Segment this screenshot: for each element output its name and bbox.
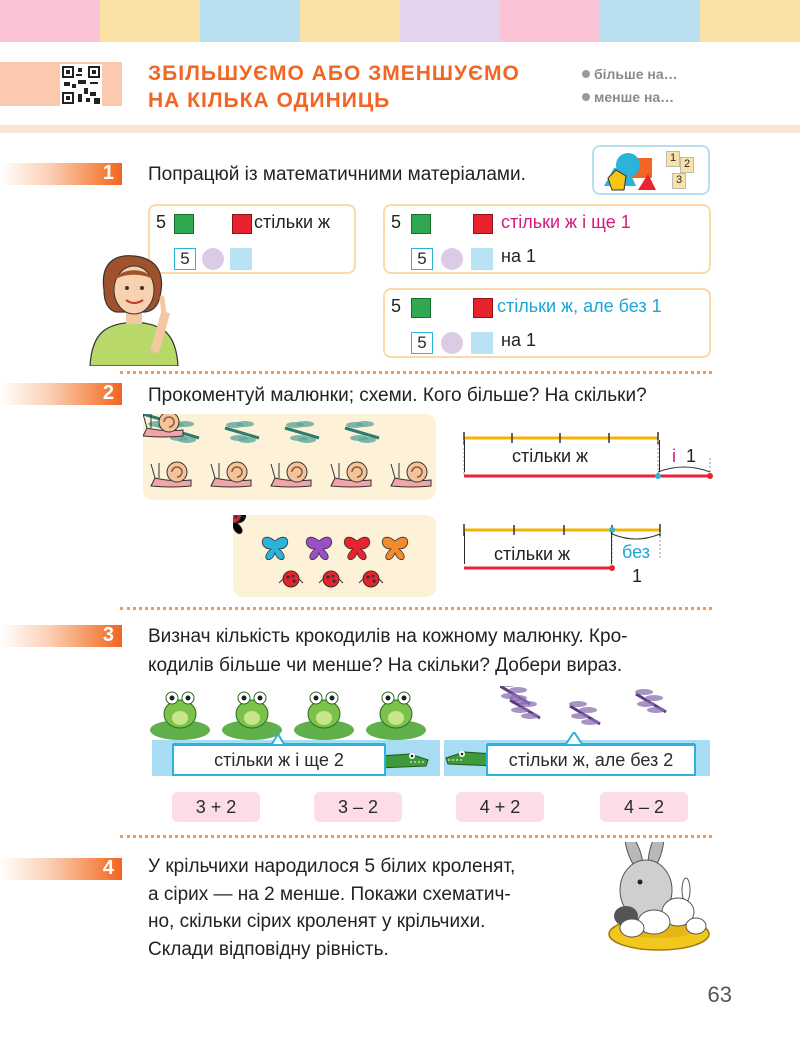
materials-icon-card[interactable] xyxy=(592,145,710,195)
expression-option[interactable]: 4 – 2 xyxy=(600,792,688,822)
keyword-item xyxy=(582,66,678,82)
number-card: 3 xyxy=(672,173,686,189)
keyword-label: менше на… xyxy=(594,89,675,105)
task-number-tab xyxy=(0,858,122,880)
blue-square xyxy=(471,332,493,354)
task-number: 3 xyxy=(102,624,114,646)
task-4-line: а сірих — на 2 менше. Покажи схематич- xyxy=(148,883,511,905)
task-4-text xyxy=(148,853,515,963)
page-number: 63 xyxy=(707,982,732,1007)
number-box: 5 xyxy=(174,248,196,270)
task-4-line: У крільчихи народилося 5 білих кроленят, xyxy=(148,856,516,877)
task-4-line: но, скільки сірих кроленят у крільчихи. xyxy=(148,911,486,932)
dragonflies-snails-scene xyxy=(143,414,436,500)
plus-one-label: стільки ж і ще 1 xyxy=(501,212,631,232)
strip-segment xyxy=(500,0,600,42)
task-number: 4 xyxy=(102,857,114,879)
green-square xyxy=(411,214,431,234)
number-box: 5 xyxy=(411,332,433,354)
bullet-icon xyxy=(582,93,590,101)
expression-option[interactable]: 3 – 2 xyxy=(314,792,402,822)
rabbits-illustration xyxy=(604,842,714,956)
scheme-2-label: стільки ж xyxy=(494,544,571,564)
lilac-circle xyxy=(202,248,224,270)
lilac-circle xyxy=(441,248,463,270)
task-number-tab xyxy=(0,625,122,647)
diff-label: на 1 xyxy=(501,330,536,350)
minus-one-label: стільки ж, але без 1 xyxy=(497,296,662,316)
scheme-1-i: і xyxy=(672,446,676,466)
task-number: 2 xyxy=(102,382,114,404)
lilac-circle xyxy=(441,332,463,354)
count-label: 5 xyxy=(391,212,402,232)
scheme-2-one: 1 xyxy=(632,566,643,586)
scheme-1-one: 1 xyxy=(686,446,697,466)
top-color-strip xyxy=(0,0,800,42)
number-card: 1 xyxy=(666,151,680,167)
task-number-tab xyxy=(0,163,122,185)
strip-segment xyxy=(300,0,400,42)
keyword-item xyxy=(582,89,674,105)
strip-segment xyxy=(0,0,100,42)
strip-segment xyxy=(700,0,800,42)
strip-segment xyxy=(200,0,300,42)
blue-square xyxy=(471,248,493,270)
diff-label: на 1 xyxy=(501,246,536,266)
keyword-label: більше на… xyxy=(594,66,678,82)
section-separator xyxy=(120,607,712,610)
bullet-icon xyxy=(582,70,590,78)
strip-segment xyxy=(100,0,200,42)
material-card-plus-one xyxy=(383,204,711,274)
dragonflies-drawing xyxy=(500,686,690,736)
qr-code-icon[interactable] xyxy=(60,64,102,106)
crocodile-label-left: стільки ж і ще 2 xyxy=(172,744,386,776)
crocodile-label-right: стільки ж, але без 2 xyxy=(486,744,696,776)
task-4-line: Склади відповідну рівність. xyxy=(148,938,389,960)
task-1-text: Попрацюй із математичними матеріалами. xyxy=(148,164,526,185)
blue-square xyxy=(230,248,252,270)
count-label: 5 xyxy=(391,296,402,316)
expression-option[interactable]: 3 + 2 xyxy=(172,792,260,822)
number-box: 5 xyxy=(411,248,433,270)
red-square xyxy=(473,214,493,234)
strip-segment xyxy=(600,0,700,42)
butterflies-ladybugs-drawing xyxy=(233,515,436,597)
section-separator xyxy=(120,835,712,838)
title-line-1: ЗБІЛЬШУЄМО АБО ЗМЕНШУЄМО xyxy=(148,62,520,85)
task-2-text: Прокоментуй малюнки; схеми. Кого більше? На скільки? xyxy=(148,385,647,406)
butterflies-ladybugs-scene xyxy=(233,515,436,597)
same-label: стільки ж xyxy=(254,212,331,232)
task-3-text xyxy=(148,622,627,680)
scheme-2-bez: без xyxy=(622,542,650,562)
task-3-line: Визнач кількість крокодилів на кожному малюнку. Кро- xyxy=(148,626,628,647)
expression-option[interactable]: 4 + 2 xyxy=(456,792,544,822)
red-square xyxy=(232,214,252,234)
green-square xyxy=(411,298,431,318)
section-separator xyxy=(120,371,712,374)
task-3-line: кодилів більше чи менше? На скільки? Добери вираз. xyxy=(148,655,623,676)
header-divider xyxy=(0,125,800,133)
teacher-illustration xyxy=(86,252,182,366)
title-line-2: НА КІЛЬКА ОДИНИЦЬ xyxy=(148,89,391,112)
geometric-shapes-icon xyxy=(598,148,664,194)
red-square xyxy=(473,298,493,318)
task-number-tab xyxy=(0,383,122,405)
page-title xyxy=(148,60,520,114)
number-card: 2 xyxy=(680,157,694,173)
task-number: 1 xyxy=(102,162,114,184)
strip-segment xyxy=(400,0,500,42)
dragonflies-snails-drawing xyxy=(143,414,436,500)
scheme-1-label: стільки ж xyxy=(512,446,589,466)
count-label: 5 xyxy=(156,212,167,232)
material-card-minus-one xyxy=(383,288,711,358)
green-square xyxy=(174,214,194,234)
